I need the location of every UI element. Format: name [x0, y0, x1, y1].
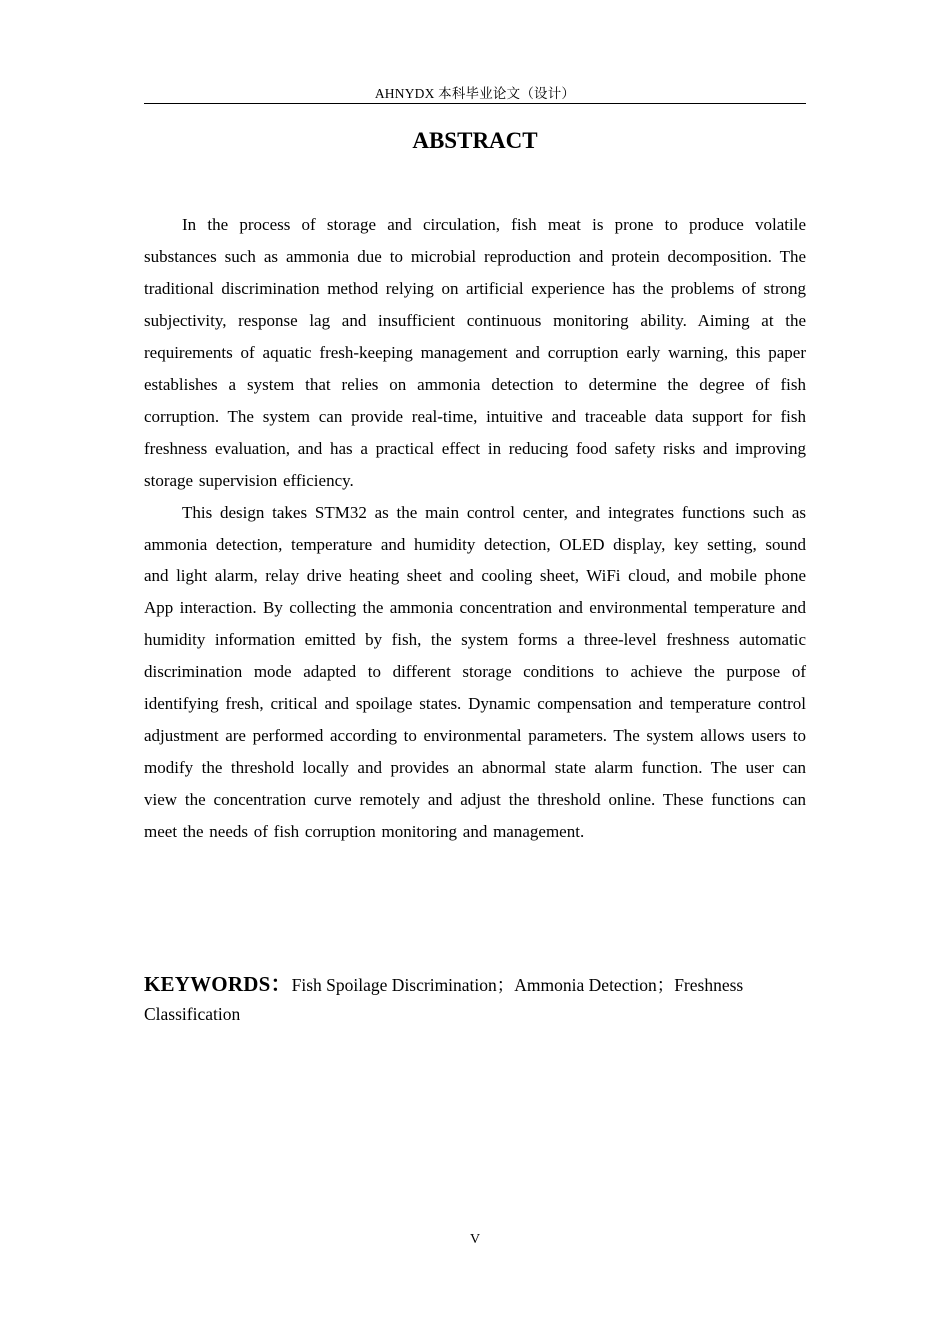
- keyword-item: Freshness Classification: [144, 975, 744, 1024]
- abstract-paragraph-1: In the process of storage and circulation, fish meat is prone to produce volatile substances such as ammonia due to microbial reproduction and protein decomposition. The traditional discrimination method relying on artificial experience has the problems of strong subjectivity, response lag and insufficient continuous monitoring ability. Aiming at the requirements of aquatic fresh-keeping management and corruption early warning, this paper establishes a system that relies on ammonia detection to determine the degree of fish corruption. The system can provide real-time, intuitive and traceable data support for fish freshness evaluation, and has a practical effect in reducing food safety risks and improving storage supervision efficiency.: [144, 215, 806, 490]
- keywords-line: [144, 970, 806, 1029]
- keyword-item: Fish Spoilage Discrimination；: [291, 975, 515, 995]
- keyword-item: Ammonia Detection；: [514, 975, 675, 995]
- page-title: ABSTRACT: [412, 128, 538, 153]
- page-number: V: [469, 1232, 481, 1247]
- header-rule: [144, 103, 806, 104]
- running-header: AHNYDX 本科毕业论文（设计）: [374, 86, 576, 101]
- keywords-label: KEYWORDS：: [144, 972, 292, 996]
- abstract-body: [144, 209, 806, 848]
- abstract-paragraph-2: This design takes STM32 as the main control center, and integrates functions such as ammonia detection, temperature and humidity detection, OLED display, key setting, sound and light alarm, relay drive heating sheet and cooling sheet, WiFi cloud, and mobile phone App interaction. By collecting the ammonia concentration and environmental temperature and humidity information emitted by fish, the system forms a three-level freshness automatic discrimination mode adapted to different storage conditions to achieve the purpose of identifying fresh, critical and spoilage states. Dynamic compensation and temperature control adjustment are performed according to environmental parameters. The system allows users to modify the threshold locally and provides an abnormal state alarm function. The user can view the concentration curve remotely and adjust the threshold online. These functions can meet the needs of fish corruption monitoring and management.: [144, 502, 806, 842]
